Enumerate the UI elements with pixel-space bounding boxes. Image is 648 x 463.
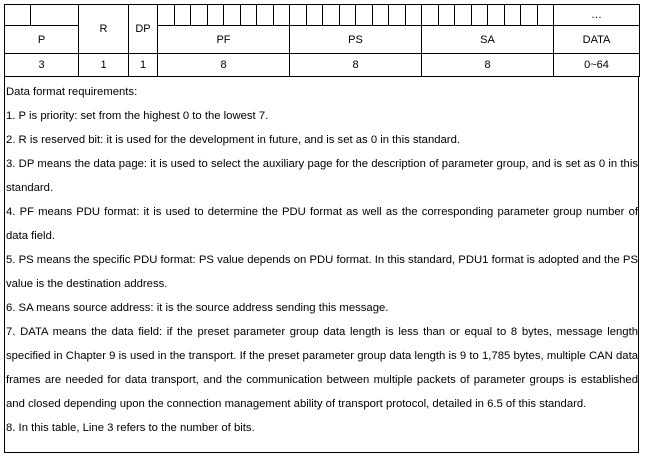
requirement-item: 4. PF means PDU format: it is used to determine the PDU format as well as the corresponding parameter group number of data field. <box>6 206 638 242</box>
bits-pf: 8 <box>158 54 290 77</box>
bit-cell <box>224 5 241 26</box>
field-name-sa: SA <box>422 26 554 54</box>
bit-cell <box>273 5 290 26</box>
bit-cell <box>323 5 340 26</box>
bit-cell <box>488 5 505 26</box>
field-name-dp: DP <box>129 5 158 54</box>
field-name-data: DATA <box>554 26 640 54</box>
bit-cell <box>455 5 472 26</box>
requirement-item: 1. P is priority: set from the highest 0 to the lowest 7. <box>6 110 269 122</box>
data-ellipsis: … <box>554 5 640 26</box>
bits-data: 0~64 <box>554 54 640 77</box>
bit-cell <box>471 5 488 26</box>
bit-cell <box>174 5 191 26</box>
bit-cell <box>191 5 208 26</box>
bit-cell <box>158 5 175 26</box>
bits-dp: 1 <box>129 54 158 77</box>
bit-cell <box>537 5 554 26</box>
bit-cell-row <box>5 5 640 26</box>
bit-cell <box>438 5 455 26</box>
requirements-box <box>4 77 639 453</box>
bit-cell <box>290 5 307 26</box>
requirement-item: 3. DP means the data page: it is used to select the auxiliary page for the description of parameter group, and is set as 0 in this standard. <box>6 158 638 194</box>
bits-ps: 8 <box>290 54 422 77</box>
bit-cell <box>389 5 406 26</box>
bit-cell <box>356 5 373 26</box>
bit-cell <box>5 5 31 26</box>
requirement-item: 5. PS means the specific PDU format: PS value depends on PDU format. In this standard, PDU1 format is adopted and the PS value is the destination address. <box>6 254 638 290</box>
field-name-p: P <box>5 26 79 54</box>
bit-count-row <box>5 54 640 77</box>
bit-cell <box>422 5 439 26</box>
bit-cell <box>207 5 224 26</box>
field-name-pf: PF <box>158 26 290 54</box>
frame-format-table <box>4 4 640 77</box>
bit-cell <box>504 5 521 26</box>
field-name-r: R <box>79 5 129 54</box>
bit-cell <box>240 5 257 26</box>
bits-p: 3 <box>5 54 79 77</box>
requirement-item: 2. R is reserved bit: it is used for the development in future, and is set as 0 in this standard. <box>6 134 460 146</box>
bit-cell <box>405 5 422 26</box>
requirements-title: Data format requirements: <box>6 86 138 98</box>
data-format-document <box>4 4 639 459</box>
bit-cell <box>372 5 389 26</box>
field-name-ps: PS <box>290 26 422 54</box>
bits-r: 1 <box>79 54 129 77</box>
bits-sa: 8 <box>422 54 554 77</box>
bit-cell <box>521 5 538 26</box>
bit-cell <box>339 5 356 26</box>
requirement-item: 6. SA means source address: it is the source address sending this message. <box>6 302 389 314</box>
requirement-item: 8. In this table, Line 3 refers to the number of bits. <box>6 422 255 434</box>
requirement-item: 7. DATA means the data field: if the preset parameter group data length is less than or equal to 8 bytes, message length specified in Chapter 9 is used in the transport. If the preset parameter group data length is 9 to 1,785 bytes, multiple CAN data frames are needed for data transport, and the communication between multiple packets of parameter groups is established and closed depending upon the connection management ability of transport protocol, detailed in 6.5 of this standard. <box>6 326 638 410</box>
bit-cell <box>31 5 79 26</box>
bit-cell <box>306 5 323 26</box>
bit-cell <box>257 5 274 26</box>
